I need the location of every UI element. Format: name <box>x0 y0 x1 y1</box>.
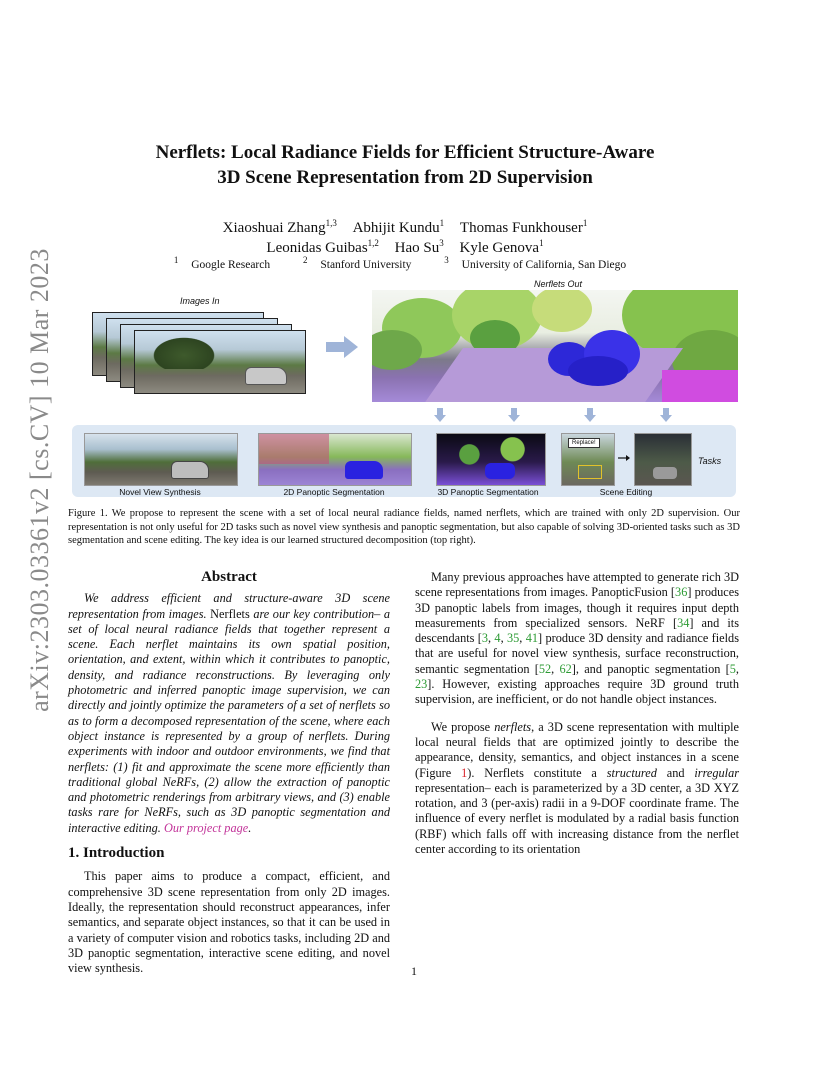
citation-link[interactable]: 41 <box>525 631 539 646</box>
author: Hao Su$^3$ <box>394 238 444 256</box>
citation-link[interactable]: 3 <box>481 631 488 646</box>
images-in-label: Images In <box>180 296 220 306</box>
author: Xiaoshuai Zhang$^{1,3}$ <box>222 218 337 236</box>
down-arrow-icon <box>660 408 672 422</box>
task-caption: 2D Panoptic Segmentation <box>283 487 385 497</box>
arxiv-stamp <box>22 248 58 712</box>
title-line-2: 3D Scene Representation from 2D Supervision <box>217 167 593 188</box>
panoptic-3d-thumbnail <box>436 433 546 486</box>
scene-edit-before-thumbnail <box>561 433 615 486</box>
arxiv-identifier: arXiv:2303.03361v2 [cs.CV] 10 Mar 2023 <box>25 248 54 712</box>
section-heading: 1. Introduction <box>68 845 165 862</box>
right-arrow-icon <box>326 336 358 358</box>
novel-view-thumbnail <box>84 433 238 486</box>
author-list <box>100 218 710 258</box>
citation-link[interactable]: 23 <box>415 677 428 692</box>
car-segment <box>485 463 515 479</box>
task-caption: Scene Editing <box>599 487 653 497</box>
nerflet-blob <box>372 330 422 370</box>
input-image-stack <box>92 312 310 392</box>
abstract-text: We address efficient and structure-aware 3D scene representation from images. Nerflets are our key contribution– a set of local neural radiance fields that together represent a scene. Each nerflet maintains its own spatial position, orientation, and extent, within which it contributes to panoptic, density, and radiance reconstructions. By leveraging only photometric and inferred panoptic image supervision, we can directly and jointly optimize the parameters of a set of nerflets so as to form a decomposed representation of the scene, where each object instance is represented by a group of nerflets. During experiments with indoor and outdoor environments, we find that nerflets: (1) fit and approximate the scene more efficiently than traditional global NeRFs, (2) allow the extraction of panoptic and photometric renderings from arbitrary views, and (3) enable tasks rare for NeRFs, such as 3D panoptic segmentation and interactive editing. Our project page. <box>68 591 390 835</box>
arrow-right-icon <box>618 454 630 462</box>
task-caption: Novel View Synthesis <box>119 487 201 497</box>
author-row-1 <box>100 218 710 238</box>
replace-callout: Replace! <box>568 438 600 448</box>
affiliation: $^2$ Stanford University <box>302 255 412 271</box>
paper-title <box>100 140 710 190</box>
abstract-heading: Abstract <box>201 569 257 585</box>
down-arrow-icon <box>434 408 446 422</box>
panoptic-2d-thumbnail <box>258 433 412 486</box>
citation-link[interactable]: 34 <box>677 615 690 630</box>
nerflets-out-label: Nerflets Out <box>534 279 583 289</box>
tree-shape <box>149 335 219 369</box>
figure-caption: Figure 1. We propose to represent the scene with a set of local neural radiance fields, named nerflets, which are trained with only 2D supervision. Our representation is not only useful for 2D tasks such as novel view synthesis and panoptic segmentation, but also capable of solving 3D-oriented tasks such as 3D segmentation and scene editing. The key idea is our learned structured decomposition (top right). <box>68 508 740 546</box>
project-page-link[interactable]: Our project page <box>163 820 249 835</box>
car-shape <box>171 461 209 479</box>
down-arrow-icon <box>508 408 520 422</box>
right-column <box>415 570 739 869</box>
car-segment <box>345 461 383 479</box>
title-line-1: Nerflets: Local Radiance Fields for Efficient Structure-Aware <box>155 142 655 163</box>
car-nerflet <box>568 356 628 386</box>
sidewalk-segment <box>662 370 738 402</box>
segment-region <box>259 434 329 464</box>
down-arrow-icon <box>584 408 596 422</box>
intro-paragraph-1: This paper aims to produce a compact, efficient, and comprehensive 3D scene representation from only 2D images. Ideally, the representation should reconstruct appearances, infer semantics, and separate object instances, so that it can be used in a variety of computer vision and robotics tasks, including 2D and 3D panoptic segmentation, interactive scene editing, and novel view synthesis. <box>68 869 390 976</box>
nerflet-blob <box>532 290 592 332</box>
scene-edit-after-thumbnail <box>634 433 692 486</box>
citation-link[interactable]: 35 <box>507 631 520 646</box>
author: Abhijit Kundu$^1$ <box>352 218 445 236</box>
car-shape <box>653 467 677 479</box>
intro-paragraph-3: We propose nerflets, a 3D scene representation with multiple local neural fields that are optimized jointly to describe the appearance, density, semantics, and object instances in a scene (Figure 1). Nerflets constitute a structured and irregular representation– each is parameterized by a 3D center, a 3D XYZ rotation, and 3 (per-axis) radii in a 9-DOF coordinate frame. The influence of every nerflet is modulated by a radial basis function (RBF) which falls off with increasing distance from the nerflet center according to its orientation <box>415 719 740 857</box>
affiliation: $^1$ Google Research <box>173 255 271 271</box>
figure-ref-link[interactable]: 1 <box>461 765 468 780</box>
citation-link[interactable]: 52 <box>538 661 552 676</box>
nerflets-render <box>372 290 738 402</box>
tasks-label: Tasks <box>698 456 722 466</box>
affiliations <box>100 255 710 271</box>
author: Leonidas Guibas$^{1,2}$ <box>266 238 379 256</box>
car-shape <box>245 367 287 385</box>
intro-paragraph-2: Many previous approaches have attempted to generate rich 3D scene representations from images. PanopticFusion [36] produces 3D panoptic labels from images, though it requires input depth measurements from specialized sensors. NeRF [34] and its descendants [3, 4, 35, 41] produce 3D density and radiance fields that are useful for novel view synthesis, surface reconstruction, semantic segmentation [52, 62], and panoptic segmentation [5, 23]. However, existing approaches require 3D ground truth supervision, are inefficient, or do not handle object instances. <box>415 570 740 707</box>
citation-link[interactable]: 62 <box>559 661 572 676</box>
affiliation: $^3$ University of California, San Diego <box>444 255 627 271</box>
left-column <box>68 570 390 988</box>
page-number: 1 <box>411 964 417 978</box>
selection-box <box>578 465 602 479</box>
author-row-2 <box>100 238 710 258</box>
citation-link[interactable]: 36 <box>675 585 688 600</box>
citation-link[interactable]: 4 <box>494 631 501 646</box>
task-caption: 3D Panoptic Segmentation <box>437 487 539 497</box>
author: Kyle Genova$^1$ <box>459 238 544 256</box>
citation-link[interactable]: 5 <box>729 661 736 676</box>
input-photo <box>134 330 306 394</box>
author: Thomas Funkhouser$^1$ <box>459 218 588 236</box>
